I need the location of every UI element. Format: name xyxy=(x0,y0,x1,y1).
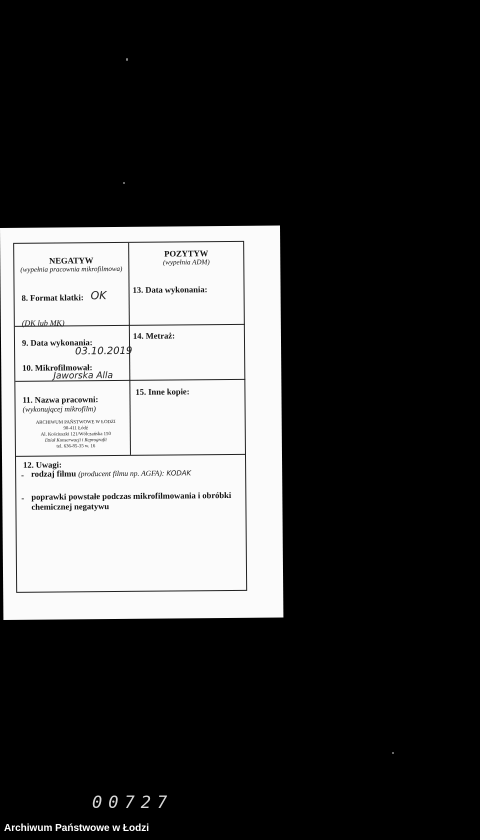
stamp-line: Al. Kościuszki 121/Wólczańska 150 xyxy=(40,432,111,438)
archive-stamp xyxy=(22,420,130,451)
pozytyw-title: POZYTYW xyxy=(164,248,209,259)
poprawki-line-1: poprawki powstałe podczas mikrofilmowania i obróbki xyxy=(31,489,232,502)
dust-speck xyxy=(126,58,128,61)
archive-name: Archiwum Państwowe w Łodzi xyxy=(4,823,150,834)
metraz-label: 14. Metraż: xyxy=(132,330,176,341)
mikrofilmowal-label: 10. Mikrofilmował: xyxy=(22,362,93,373)
frame-number: 00727 xyxy=(92,793,174,813)
bullet: - xyxy=(21,469,25,480)
rodzaj-filmu-value: KODAK xyxy=(166,469,192,478)
format-value: OK xyxy=(90,289,107,303)
bullet: - xyxy=(21,492,25,503)
rodzaj-filmu-note: (producent filmu np. AGFA): xyxy=(78,468,165,479)
inne-kopie-label: 15. Inne kopie: xyxy=(135,386,190,397)
negatyw-subtitle: (wypełnia pracownia mikrofilmowa) xyxy=(20,264,123,274)
dust-speck xyxy=(123,182,125,184)
nazwa-pracowni-label: 11. Nazwa pracowni: xyxy=(22,394,99,405)
data-wykonania-9-value: 03.10.2019 xyxy=(75,345,133,358)
stamp-line: Dział Konserwacji i Reprografii xyxy=(44,438,107,444)
record-form xyxy=(13,241,247,593)
nazwa-pracowni-note: (wykonującej mikrofilm) xyxy=(22,404,96,414)
uwagi-label: 12. Uwagi: xyxy=(23,459,62,470)
data-wykonania-13-label: 13. Data wykonania: xyxy=(132,284,208,295)
format-note: (DK lub MK) xyxy=(21,318,65,328)
format-label: 8. Format klatki: xyxy=(21,292,84,303)
microfilm-record-card xyxy=(0,226,283,620)
stamp-line: tel. 636-85-35 w. 16 xyxy=(56,444,96,450)
stamp-line: ARCHIWUM PAŃSTWOWE W ŁODZI xyxy=(35,419,116,426)
poprawki-line-2: chemicznej negatywu xyxy=(31,501,110,512)
dust-speck xyxy=(392,752,394,754)
data-wykonania-9-label: 9. Data wykonania: xyxy=(21,337,93,348)
row-divider xyxy=(16,454,246,457)
mikrofilmowal-signature: Jaworska Alla xyxy=(53,371,114,382)
negatyw-title: NEGATYW xyxy=(49,255,94,266)
rodzaj-filmu-label: rodzaj filmu xyxy=(31,468,77,479)
pozytyw-subtitle: (wypełnia ADM) xyxy=(162,258,210,267)
stamp-line: 90-411 Łódź xyxy=(63,426,89,432)
rodzaj-filmu-line xyxy=(31,467,191,478)
